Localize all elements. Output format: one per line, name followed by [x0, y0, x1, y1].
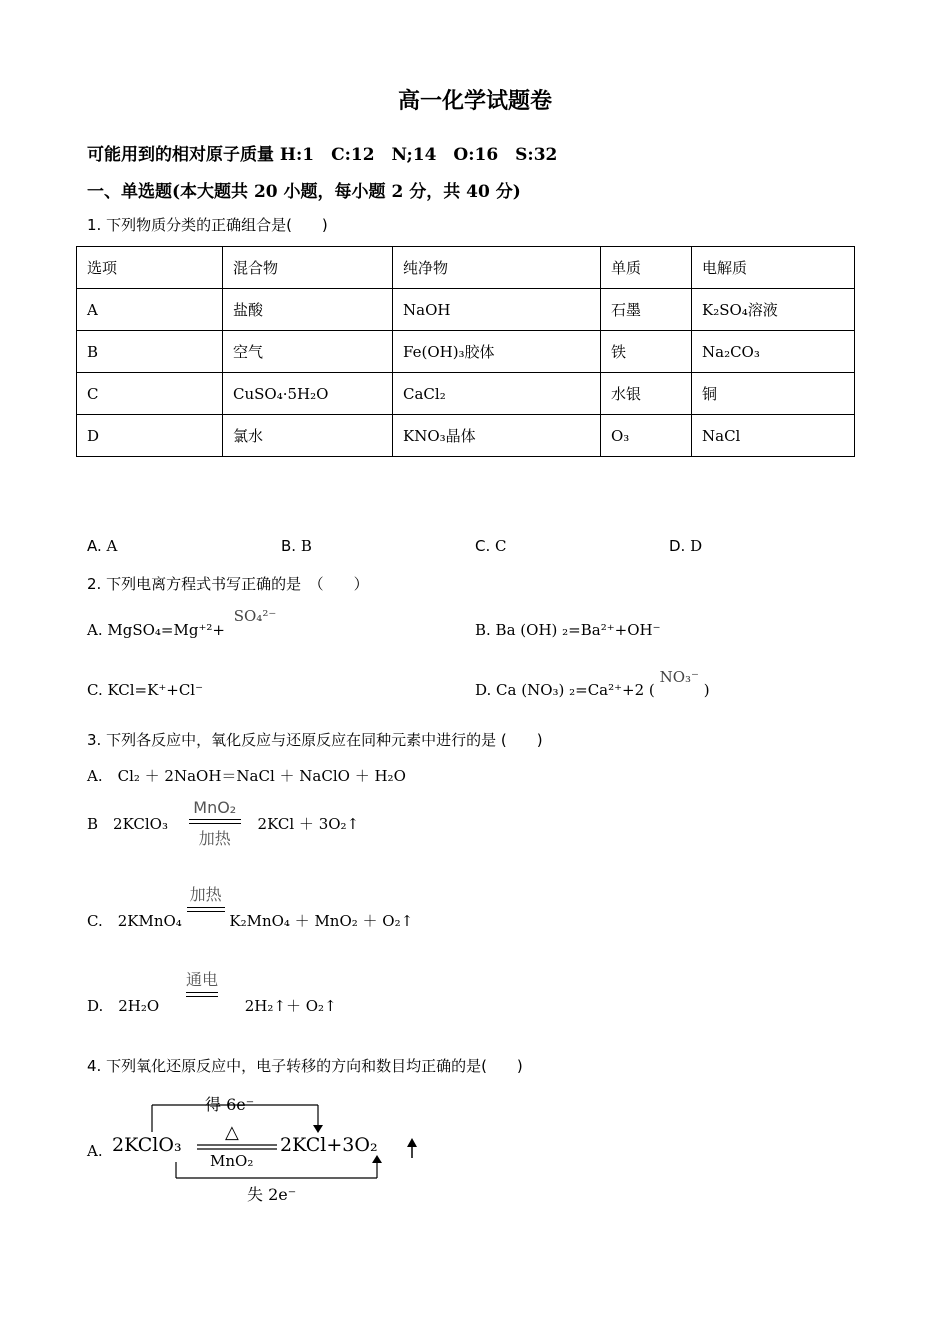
- option-text: C: [495, 537, 507, 555]
- option-letter: B.: [281, 537, 297, 555]
- option-text: A. MgSO₄=Mg⁺²+: [87, 621, 225, 639]
- heat-triangle: △: [225, 1122, 239, 1143]
- option-text: D. Ca (NO₃) ₂=Ca²⁺+2 (: [475, 681, 655, 699]
- table-header-cell: 选项: [77, 247, 223, 289]
- condition-arrow: [189, 798, 241, 849]
- table-cell: NaCl: [692, 415, 855, 457]
- double-line: [189, 819, 241, 824]
- table-cell: K₂SO₄溶液: [692, 289, 855, 331]
- nitrate-ion: NO₃⁻: [659, 668, 699, 686]
- table-cell: CaCl₂: [393, 373, 601, 415]
- table-cell: NaOH: [393, 289, 601, 331]
- section-heading: 一、单选题(本大题共 20 小题，每小题 2 分，共 40 分): [87, 182, 521, 202]
- option-text: 2KCl ＋ 3O₂↑: [257, 815, 360, 833]
- table-cell: Fe(OH)₃胶体: [393, 331, 601, 373]
- table-header-row: [77, 247, 855, 289]
- q3-option-b[interactable]: [87, 798, 359, 849]
- table-cell: A: [77, 289, 223, 331]
- option-letter: D.: [669, 537, 686, 555]
- lose-arrowhead: [372, 1155, 382, 1163]
- heat-label: 加热: [189, 885, 222, 904]
- q2-option-c[interactable]: C. KCl=K⁺+Cl⁻: [87, 681, 204, 699]
- option-text: K₂MnO₄ ＋ MnO₂ ＋ O₂↑: [229, 912, 414, 930]
- q1-option-a[interactable]: [87, 537, 117, 555]
- option-text: A: [106, 537, 118, 555]
- q3-option-d[interactable]: [87, 967, 337, 1016]
- catalyst-label: MnO₂: [193, 798, 237, 817]
- catalyst-label: MnO₂: [210, 1152, 254, 1170]
- table-row: [77, 373, 855, 415]
- option-text: C. 2KMnO₄: [87, 912, 182, 930]
- question-1-stem: 1. 下列物质分类的正确组合是( ): [87, 216, 328, 234]
- option-text: B: [300, 537, 312, 555]
- q3-option-a[interactable]: A. Cl₂ ＋ 2NaOH＝NaCl ＋ NaClO ＋ H₂O: [87, 767, 406, 785]
- table-row: [77, 289, 855, 331]
- gain-arrowhead: [313, 1125, 323, 1133]
- q4-option-a[interactable]: [87, 1092, 427, 1204]
- q2-option-d[interactable]: [475, 668, 710, 699]
- q2-option-a[interactable]: [87, 607, 276, 639]
- option-text: 2H₂↑＋ O₂↑: [244, 997, 337, 1015]
- table-header-cell: 混合物: [223, 247, 393, 289]
- q1-option-d[interactable]: [669, 537, 702, 555]
- q1-option-b[interactable]: [281, 537, 312, 555]
- table-cell: KNO₃晶体: [393, 415, 601, 457]
- table-cell: 石墨: [601, 289, 692, 331]
- q2-option-b[interactable]: B. Ba (OH) ₂=Ba²⁺+OH⁻: [475, 621, 661, 639]
- double-line: [187, 907, 225, 912]
- option-text: B 2KClO₃: [87, 815, 168, 833]
- page-title: 高一化学试题卷: [397, 88, 552, 114]
- table-cell: CuSO₄·5H₂O: [223, 373, 393, 415]
- table-cell: B: [77, 331, 223, 373]
- lose-label: 失 2e⁻: [247, 1185, 297, 1204]
- condition-arrow: [186, 967, 218, 999]
- question-3-stem: 3. 下列各反应中，氧化反应与还原反应在同种元素中进行的是 ( ): [87, 731, 543, 749]
- atomic-masses-note: 可能用到的相对原子质量 H:1 C:12 N;14 O:16 S:32: [87, 145, 558, 165]
- product: 2KCl+3O₂: [280, 1134, 378, 1156]
- option-text: ): [703, 681, 710, 699]
- option-letter: A.: [87, 1142, 103, 1160]
- option-letter: A.: [87, 537, 102, 555]
- table-cell: C: [77, 373, 223, 415]
- table-cell: 水银: [601, 373, 692, 415]
- table-cell: 铜: [692, 373, 855, 415]
- table-cell: Na₂CO₃: [692, 331, 855, 373]
- sulfate-ion: SO₄²⁻: [233, 607, 277, 625]
- double-line: [186, 992, 218, 997]
- table-header-cell: 电解质: [692, 247, 855, 289]
- table-cell: 空气: [223, 331, 393, 373]
- table-cell: 氯水: [223, 415, 393, 457]
- reactant: 2KClO₃: [112, 1134, 182, 1156]
- gain-label: 得 6e⁻: [205, 1095, 255, 1114]
- question-4-stem: 4. 下列氧化还原反应中，电子转移的方向和数目均正确的是( ): [87, 1057, 523, 1075]
- question-2-stem: 2. 下列电离方程式书写正确的是 （ ）: [87, 575, 369, 593]
- table-cell: D: [77, 415, 223, 457]
- q3-option-c[interactable]: [87, 882, 413, 931]
- option-text: D. 2H₂O: [87, 997, 160, 1015]
- table-header-cell: 单质: [601, 247, 692, 289]
- table-row: [77, 331, 855, 373]
- option-letter: C.: [475, 537, 491, 555]
- heat-label: 加热: [198, 829, 231, 848]
- table-row: [77, 415, 855, 457]
- table-cell: 铁: [601, 331, 692, 373]
- gas-arrowhead-icon: [407, 1138, 417, 1147]
- table-cell: 盐酸: [223, 289, 393, 331]
- classification-table: [76, 246, 855, 457]
- condition-arrow: [187, 882, 225, 914]
- option-text: D: [690, 537, 703, 555]
- electrolysis-label: 通电: [185, 970, 218, 989]
- q1-option-c[interactable]: [475, 537, 507, 555]
- table-cell: O₃: [601, 415, 692, 457]
- table-header-cell: 纯净物: [393, 247, 601, 289]
